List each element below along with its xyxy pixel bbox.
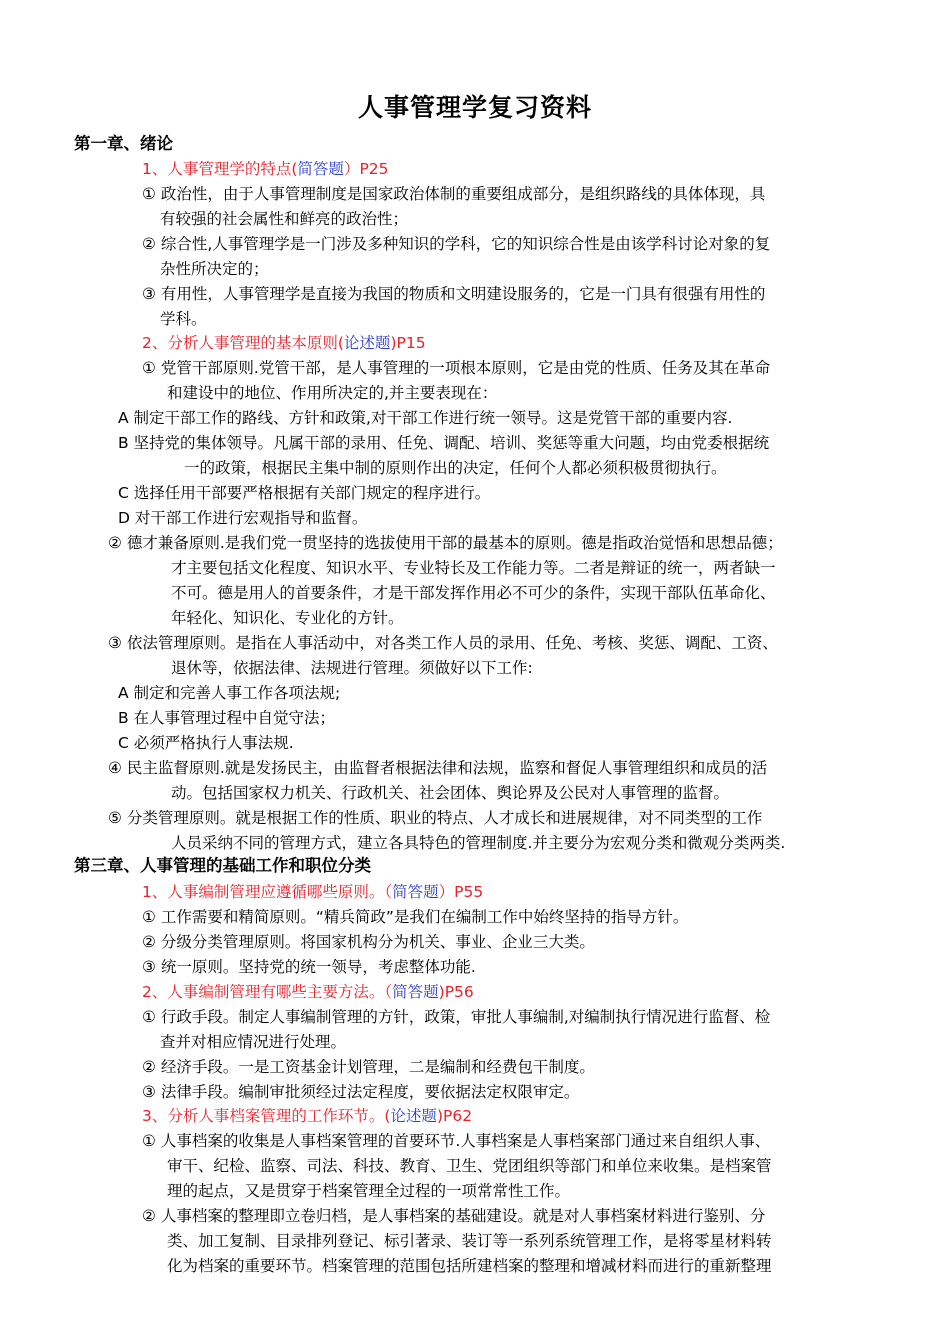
paragraph-line: ② 综合性,人事管理学是一门涉及多种知识的学科，它的知识综合性是由该学科讨论对象的复 xyxy=(142,235,771,253)
paragraph-line: 动。包括国家权力机关、行政机关、社会团体、舆论界及公民对人事管理的监督。 xyxy=(171,784,730,802)
paragraph-line: 理的起点，又是贯穿于档案管理全过程的一项常常性工作。 xyxy=(167,1182,571,1200)
paragraph-line: C 必须严格执行人事法规. xyxy=(118,734,294,752)
question-text: 1、人事编制管理应遵循哪些原则。（ xyxy=(142,883,393,901)
paragraph-line: 年轻化、知识化、专业化的方针。 xyxy=(171,609,404,627)
question-page-ref: )P62 xyxy=(436,1107,473,1125)
paragraph-line: ① 人事档案的收集是人事档案管理的首要环节.人事档案是人事档案部门通过来自组织人事、 xyxy=(142,1132,771,1150)
paragraph-line: 人员采纳不同的管理方式，建立各具特色的管理制度.并主要分为宏观分类和微观分类两类. xyxy=(171,834,786,852)
paragraph-line: ② 德才兼备原则.是我们党一贯坚持的选拔使用干部的最基本的原则。德是指政治觉悟和思想品德； xyxy=(108,534,783,552)
paragraph-line: ② 分级分类管理原则。将国家机构分为机关、事业、企业三大类。 xyxy=(142,933,595,951)
question-page-ref: )P56 xyxy=(438,983,474,1001)
paragraph-line: 退休等，依据法律、法规进行管理。须做好以下工作: xyxy=(171,659,533,677)
question-text: 1、人事管理学的特点( xyxy=(142,160,298,178)
paragraph-line: ① 工作需要和精简原则。“精兵简政”是我们在编制工作中始终坚持的指导方针。 xyxy=(142,908,689,926)
paragraph-line: A 制定干部工作的路线、方针和政策,对干部工作进行统一领导。这是党管干部的重要内容. xyxy=(118,409,733,427)
paragraph-line: 审干、纪检、监察、司法、科技、教育、卫生、党团组织等部门和单位来收集。是档案管 xyxy=(167,1157,772,1175)
paragraph-line: C 选择任用干部要严格根据有关部门规定的程序进行。 xyxy=(118,484,491,502)
paragraph-line: ③ 依法管理原则。是指在人事活动中，对各类工作人员的录用、任免、考核、奖惩、调配、工资、 xyxy=(108,634,778,652)
paragraph-line: ③ 统一原则。坚持党的统一领导，考虑整体功能. xyxy=(142,958,476,976)
paragraph-line: 类、加工复制、目录排列登记、标引著录、装订等一系列系统管理工作，是将零星材料转 xyxy=(167,1232,772,1250)
paragraph-line: ⑤ 分类管理原则。就是根据工作的性质、职业的特点、人才成长和进展规律，对不同类型的工作 xyxy=(108,809,763,827)
chapter-heading: 第一章、绪论 xyxy=(74,134,173,153)
question-type-tag: 简答题 xyxy=(297,160,344,178)
question-heading xyxy=(142,1104,472,1128)
question-page-ref: ）P55 xyxy=(438,883,484,901)
chapter-heading: 第三章、人事管理的基础工作和职位分类 xyxy=(74,856,371,875)
paragraph-line: ④ 民主监督原则.就是发扬民主，由监督者根据法律和法规，监察和督促人事管理组织和成员的活 xyxy=(108,759,768,777)
question-page-ref: )P15 xyxy=(390,334,426,352)
paragraph-line: 学科。 xyxy=(160,310,207,328)
paragraph-line: A 制定和完善人事工作各项法规; xyxy=(118,684,341,702)
question-heading xyxy=(142,880,483,904)
paragraph-line: 不可。德是用人的首要条件，才是干部发挥作用必不可少的条件，实现干部队伍革命化、 xyxy=(171,584,776,602)
paragraph-line: ① 党管干部原则.党管干部，是人事管理的一项根本原则，它是由党的性质、任务及其在革命 xyxy=(142,359,771,377)
paragraph-line: 杂性所决定的； xyxy=(160,260,269,278)
paragraph-line: 查并对相应情况进行处理。 xyxy=(160,1033,347,1051)
paragraph-line: ② 人事档案的整理即立卷归档，是人事档案的基础建设。就是对人事档案材料进行鉴别、分 xyxy=(142,1207,766,1225)
question-heading xyxy=(142,980,474,1004)
question-text: 2、人事编制管理有哪些主要方法。（ xyxy=(142,983,393,1001)
question-page-ref: ）P25 xyxy=(343,160,389,178)
paragraph-line: B 在人事管理过程中自觉守法； xyxy=(118,709,336,727)
paragraph-line: ③ 有用性，人事管理学是直接为我国的物质和文明建设服务的，它是一门具有很强有用性的 xyxy=(142,285,766,303)
document-title: 人事管理学复习资料 xyxy=(357,93,592,122)
question-heading xyxy=(142,157,389,181)
paragraph-line: 有较强的社会属性和鲜亮的政治性； xyxy=(160,210,409,228)
paragraph-line: B 坚持党的集体领导。凡属干部的录用、任免、调配、培训、奖惩等重大问题，均由党委根据统 xyxy=(118,434,770,452)
paragraph-line: ③ 法律手段。编制审批须经过法定程度，要依据法定权限审定。 xyxy=(142,1083,580,1101)
paragraph-line: ① 政治性，由于人事管理制度是国家政治体制的重要组成部分，是组织路线的具体体现，具 xyxy=(142,185,766,203)
question-type-tag: 论述题 xyxy=(390,1107,437,1125)
paragraph-line: 化为档案的重要环节。档案管理的范围包括所建档案的整理和增减材料而进行的重新整理 xyxy=(167,1257,772,1275)
paragraph-line: D 对干部工作进行宏观指导和监督。 xyxy=(118,509,368,527)
question-text: 2、分析人事管理的基本原则( xyxy=(142,334,344,352)
paragraph-line: 才主要包括文化程度、知识水平、专业特长及工作能力等。二者是辩证的统一，两者缺一 xyxy=(171,559,776,577)
paragraph-line: 一的政策，根据民主集中制的原则作出的决定，任何个人都必须积极贯彻执行。 xyxy=(184,459,727,477)
paragraph-line: 和建设中的地位、作用所决定的,并主要表现在： xyxy=(167,384,498,402)
paragraph-line: ① 行政手段。制定人事编制管理的方针，政策，审批人事编制,对编制执行情况进行监督、检 xyxy=(142,1008,771,1026)
question-type-tag: 论述题 xyxy=(343,334,391,352)
question-type-tag: 简答题 xyxy=(392,883,439,901)
paragraph-line: ② 经济手段。一是工资基金计划管理，二是编制和经费包干制度。 xyxy=(142,1058,595,1076)
question-type-tag: 简答题 xyxy=(392,983,439,1001)
question-text: 3、分析人事档案管理的工作环节。( xyxy=(142,1107,391,1125)
question-heading xyxy=(142,331,426,355)
